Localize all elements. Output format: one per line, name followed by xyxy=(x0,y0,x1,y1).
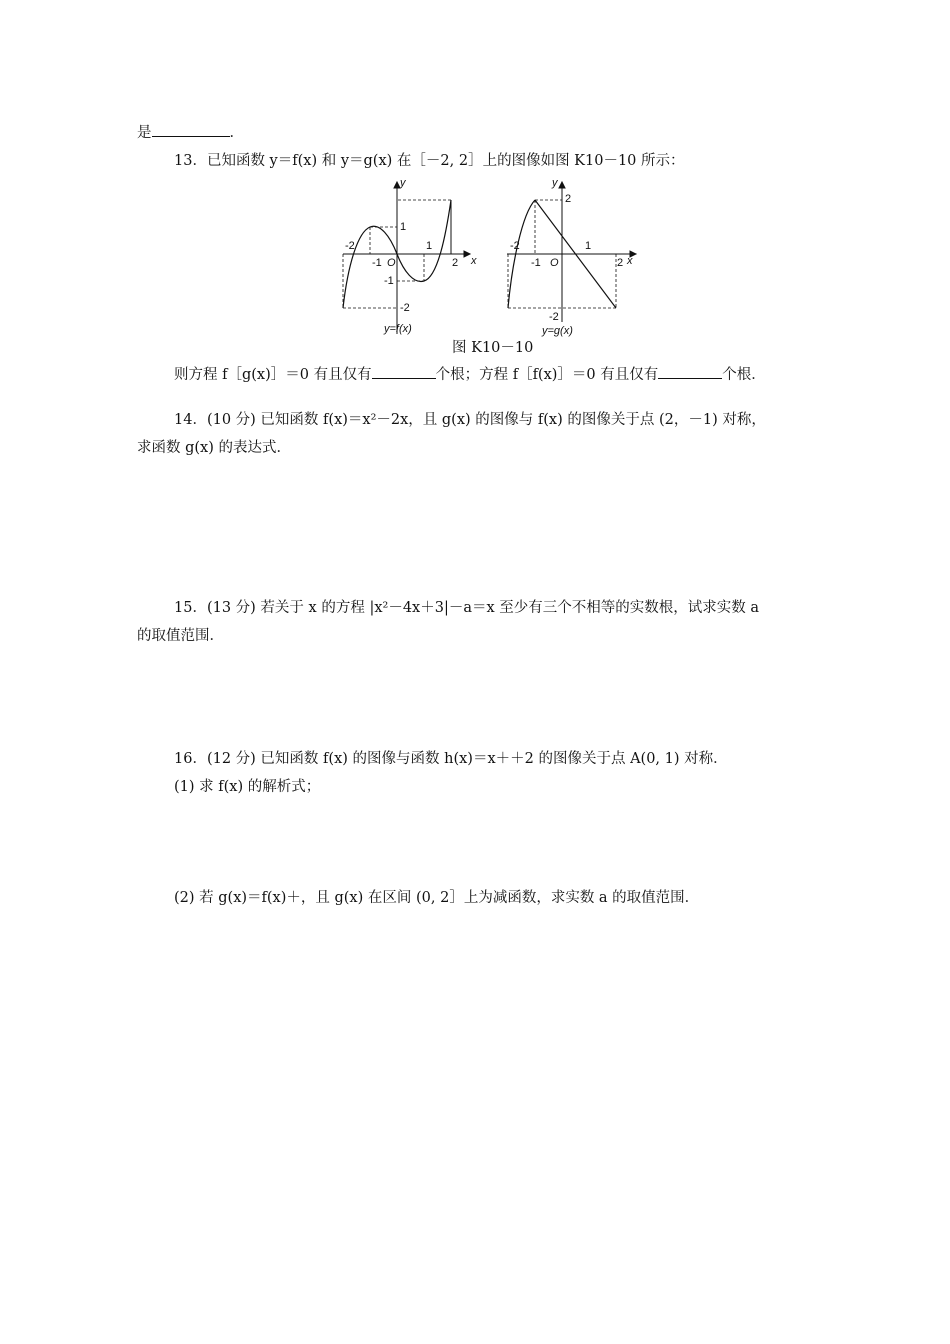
axis-y-label: y xyxy=(400,177,406,189)
tick-x: -2 xyxy=(345,240,355,252)
origin-label: O xyxy=(550,257,559,269)
tick-x: 1 xyxy=(585,240,592,252)
q13-text-1: 则方程 f［g(x)］＝0 有且仅有 xyxy=(174,367,372,383)
answer-blank-2[interactable] xyxy=(658,364,722,379)
question-16-part-2: (2) 若 g(x)＝f(x)＋，且 g(x) 在区间 (0, 2］上为减函数，求实数 a 的取值范围． xyxy=(174,890,700,906)
question-16-part-1: (1) 求 f(x) 的解析式； xyxy=(174,779,321,795)
q13-text-3: 个根． xyxy=(722,367,766,383)
question-16-line-1: 16．(12 分) 已知函数 f(x) 的图像与函数 h(x)＝x＋＋2 的图像关于点 A(0, 1) 对称． xyxy=(174,751,728,767)
text-period: ． xyxy=(229,125,244,141)
question-13-intro: 13．已知函数 y＝f(x) 和 y＝g(x) 在［－2, 2］上的图像如图 K10－10 所示： xyxy=(174,153,685,169)
tick-y: 1 xyxy=(400,221,407,233)
function-graphs xyxy=(340,174,640,344)
question-14-line-2: 求函数 g(x) 的表达式． xyxy=(137,440,291,456)
tick-x: 1 xyxy=(426,240,433,252)
answer-line-top xyxy=(137,122,244,143)
graph-g xyxy=(507,182,636,322)
tick-y: 2 xyxy=(565,193,572,205)
tick-x: -2 xyxy=(510,240,520,252)
axis-x-label: x xyxy=(471,255,477,267)
tick-y: -2 xyxy=(549,311,559,323)
axis-y-label: y xyxy=(552,177,558,189)
axis-x-label: x xyxy=(627,255,633,267)
question-15-line-1: 15．(13 分) 若关于 x 的方程 |x²－4x＋3|－a＝x 至少有三个不相等的实数根，试求实数 a xyxy=(174,600,760,616)
figure-k10-10 xyxy=(340,174,640,344)
graph-f-labels xyxy=(345,177,477,335)
graph-g-caption: y=g(x) xyxy=(542,325,573,337)
x-arrow xyxy=(464,251,470,257)
tick-y: -2 xyxy=(400,302,410,314)
tick-x: -1 xyxy=(531,257,541,269)
graph-f-caption: y=f(x) xyxy=(384,323,412,335)
tick-x: -1 xyxy=(372,257,382,269)
y-arrow xyxy=(559,182,565,188)
figure-caption: 图 K10－10 xyxy=(452,340,534,356)
answer-blank-1[interactable] xyxy=(372,364,436,379)
answer-blank[interactable] xyxy=(152,122,230,137)
tick-y: -1 xyxy=(384,275,394,287)
q13-text-2: 个根；方程 f［f(x)］＝0 有且仅有 xyxy=(435,367,659,383)
question-13-blanks xyxy=(174,364,766,385)
origin-label: O xyxy=(387,257,396,269)
question-14-line-1: 14．(10 分) 已知函数 f(x)＝x²－2x，且 g(x) 的图像与 f(x) 的图像关于点 (2，－1) 对称， xyxy=(174,412,766,428)
tick-x: 2 xyxy=(617,257,624,269)
text-shi: 是 xyxy=(137,125,152,141)
graph-g-labels xyxy=(510,177,633,337)
tick-x: 2 xyxy=(452,257,459,269)
question-15-line-2: 的取值范围． xyxy=(137,628,224,644)
